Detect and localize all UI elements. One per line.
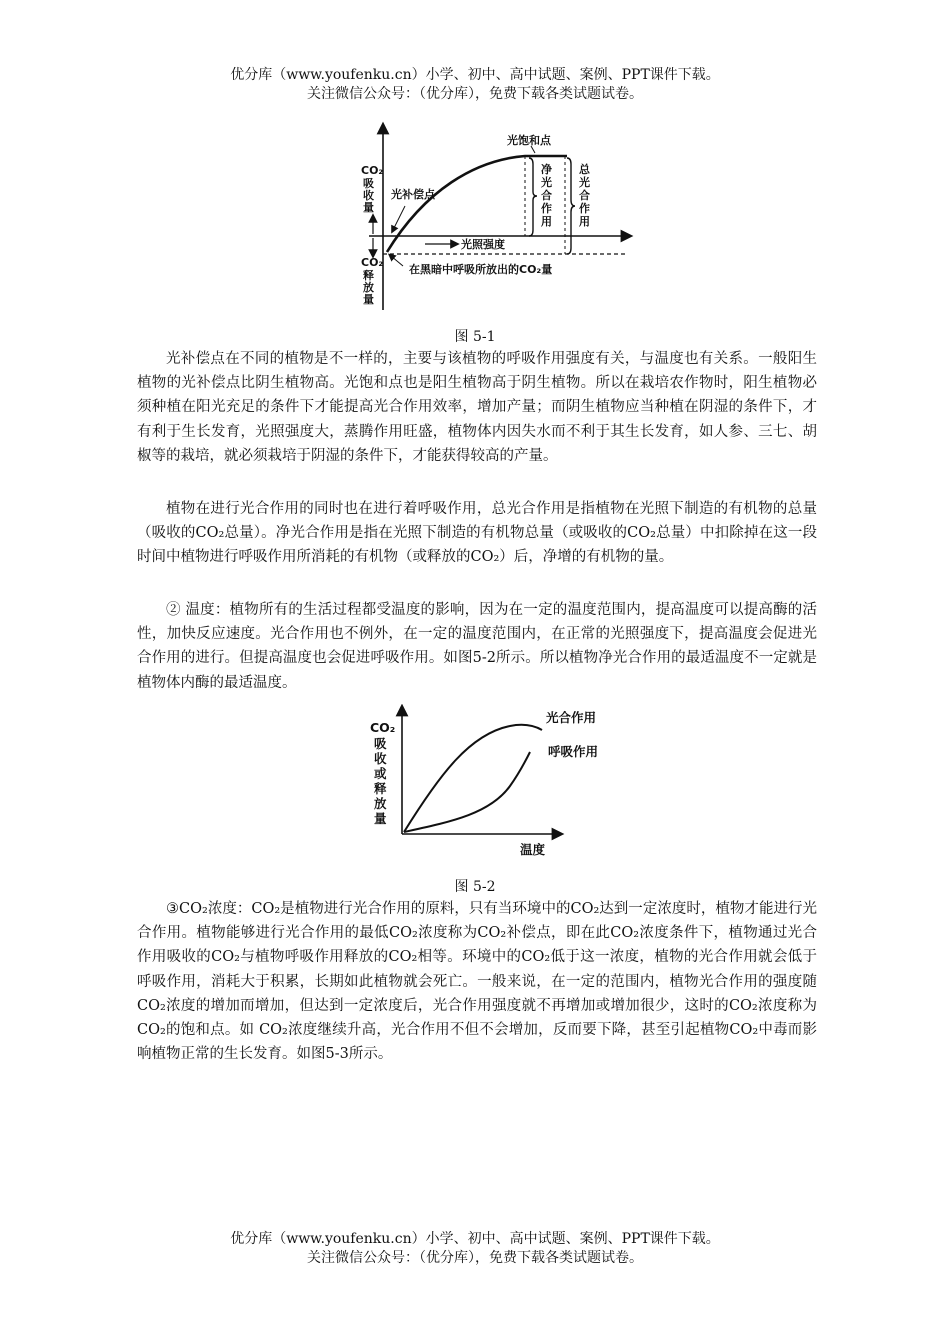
y-label-4: 或 xyxy=(374,766,387,781)
x-axis-label: 光照强度 xyxy=(461,238,505,251)
net-photo-2: 光 xyxy=(541,176,552,189)
y-down-label-4: 量 xyxy=(363,293,374,306)
y-up-label-1: CO₂ xyxy=(361,164,384,177)
y-label-1: CO₂ xyxy=(370,720,396,735)
y-down-label-3: 放 xyxy=(363,281,374,294)
net-photo-4: 作 xyxy=(541,202,552,215)
footer-line-1: 优分库（www.youfenku.cn）小学、初中、高中试题、案例、PPT课件下载。 xyxy=(230,1231,720,1247)
paragraph-4: ③CO₂浓度：CO₂是植物进行光合作用的原料，只有当环境中的CO₂达到一定浓度时，植物才能进行光合作用。植物能够进行光合作用的最低CO₂浓度称为CO₂补偿点，即在此CO₂浓度条件下，植物通过光合作用吸收的CO₂与植物呼吸作用释放的CO₂相等。环境中的CO₂低于这一浓度，植物的光合作用就会低于呼吸作用，消耗大于积累，长期如此植物就会死亡。一般来说，在一定的范围内，植物光合作用的强度随CO₂浓度的增加而增加，但达到一定浓度后，光合作用强度就不再增加或增加很少，这时的CO₂浓度称为CO₂的饱和点。如 CO₂浓度继续升高，光合作用不但不会增加，反而要下降，甚至引起植物CO₂中毒而影响植物正常的生长发育。如图5-3所示。 xyxy=(137,901,817,1063)
total-photo-3: 合 xyxy=(579,189,590,202)
saturation-point-label: 光饱和点 xyxy=(507,134,551,147)
footer-line-2: 关注微信公众号：（优分库），免费下载各类试题试卷。 xyxy=(307,1250,643,1266)
total-brace xyxy=(567,158,575,254)
paragraph-2: 植物在进行光合作用的同时也在进行着呼吸作用，总光合作用是指植物在光照下制造的有机物的总量（吸收的CO₂总量）。净光合作用是指在光照下制造的有机物总量（或吸收的CO₂总量）中扣除掉在这一段时间中植物进行呼吸作用所消耗的有机物（或释放的CO₂）后，净增的有机物的量。 xyxy=(137,501,817,566)
figure1-caption: 图 5-1 xyxy=(454,329,496,345)
header-line-1: 优分库（www.youfenku.cn）小学、初中、高中试题、案例、PPT课件下载。 xyxy=(230,67,720,83)
y-down-label-1: CO₂ xyxy=(361,256,384,269)
y-up-label-2: 吸 xyxy=(363,177,374,190)
net-photo-3: 合 xyxy=(541,189,552,202)
temperature-figure xyxy=(360,704,620,864)
total-photo-5: 用 xyxy=(579,215,590,228)
paragraph-1: 光补偿点在不同的植物是不一样的，主要与该植物的呼吸作用强度有关，与温度也有关系。一般阳生植物的光补偿点比阴生植物高。光饱和点也是阳生植物高于阴生植物。所以在栽培农作物时，阳生植物必须种植在阳光充足的条件下才能提高光合作用效率，增加产量；而阴生植物应当种植在阴湿的条件下，才有利于生长发育，光照强度大，蒸腾作用旺盛，植物体内因失水而不利于其生长发育，如人参、三七、胡椒等的栽培，就必须栽培于阴湿的条件下，才能获得较高的产量。 xyxy=(137,351,817,464)
page-header xyxy=(0,66,950,104)
total-photo-2: 光 xyxy=(579,176,590,189)
y-label-6: 放 xyxy=(374,796,387,811)
x-axis-label: 温度 xyxy=(520,842,546,857)
header-line-2: 关注微信公众号：（优分库），免费下载各类试题试卷。 xyxy=(307,86,643,102)
figure2-caption: 图 5-2 xyxy=(454,879,496,895)
y-label-5: 释 xyxy=(374,781,387,796)
total-photo-1: 总 xyxy=(579,163,590,176)
y-up-label-3: 收 xyxy=(363,189,374,202)
dark-respiration-label: 在黑暗中呼吸所放出的CO₂量 xyxy=(409,263,553,276)
y-up-label-4: 量 xyxy=(363,201,374,214)
paragraph-3: ② 温度：植物所有的生活过程都受温度的影响，因为在一定的温度范围内，提高温度可以提高酶的活性，加快反应速度。光合作用也不例外，在一定的温度范围内，在正常的光照强度下，提高温度会促进光合作用的进行。但提高温度也会促进呼吸作用。如图5-2所示。所以植物净光合作用的最适温度不一定就是植物体内酶的最适温度。 xyxy=(137,602,817,691)
light-response-figure xyxy=(355,120,635,315)
page-footer xyxy=(0,1230,950,1268)
y-label-3: 收 xyxy=(374,751,387,766)
photosynthesis-curve xyxy=(404,725,542,832)
curve-label-photosynthesis: 光合作用 xyxy=(546,710,597,725)
y-down-label-2: 释 xyxy=(363,269,374,282)
net-photo-5: 用 xyxy=(541,215,552,228)
y-label-2: 吸 xyxy=(374,736,387,751)
net-brace xyxy=(529,158,537,236)
net-photo-1: 净 xyxy=(541,163,552,176)
compensation-point-label: 光补偿点 xyxy=(391,188,435,201)
respiration-curve xyxy=(404,752,530,832)
y-label-7: 量 xyxy=(374,811,387,826)
total-photo-4: 作 xyxy=(579,202,590,215)
curve-label-respiration: 呼吸作用 xyxy=(548,744,599,759)
